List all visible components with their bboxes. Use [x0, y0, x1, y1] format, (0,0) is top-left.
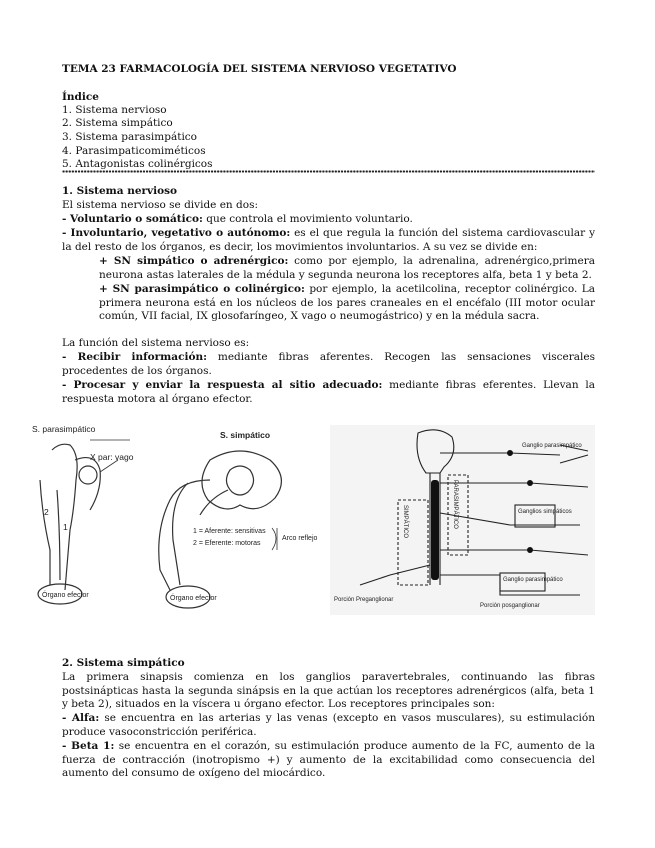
alfa-text: se encuentra en las arterias y las venas (excepto en vasos musculares), su estimulación produce vasoconstricción periférica. [62, 712, 595, 738]
section2-heading: 2. Sistema simpático [62, 657, 185, 669]
simpatico-term: + SN simpático o adrenérgico: [99, 255, 289, 267]
parasimpatico-text: por ejemplo, la acetilcolina, receptor colinérgico. La primera neurona está en los núcleos de los pares craneales en el encéfalo (III motor ocular común, VII facial, IX glosofaríngeo, X vago o neumogástrico) y en la médula sacra. [99, 283, 595, 323]
index-item: 2. Sistema simpático [62, 117, 173, 129]
index-item: 3. Sistema parasimpático [62, 131, 198, 143]
page-title: TEMA 23 FARMACOLOGÍA DEL SISTEMA NERVIOSO VEGETATIVO [62, 63, 457, 75]
simpatico-text: como por ejemplo, la adrenalina, adrenérgico,primera neurona astas laterales de la médula y segunda neurona los receptores alfa, beta 1 y beta 2. [99, 255, 595, 281]
involuntario-term: - Involuntario, vegetativo o autónomo: [62, 227, 291, 239]
parasimpatico-paragraph [62, 283, 595, 324]
label-simpatico-vertical: SIMPÁTICO [402, 505, 408, 539]
arc-number: 1 [63, 522, 68, 532]
parasimpatico-term: + SN parasimpático o colinérgico: [99, 283, 305, 295]
involuntario-paragraph [62, 227, 595, 254]
organo-efector-2: Órgano efector [170, 595, 217, 602]
section1-intro: El sistema nervioso se divide en dos: [62, 199, 259, 211]
legend-arco: Arco reflejo [282, 535, 318, 542]
voluntario-term: - Voluntario o somático: [62, 213, 203, 225]
arc-number: 2 [44, 507, 49, 517]
beta1-text: se encuentra en el corazón, su estimulación produce aumento de la FC, aumento de la fuerza de contracción (inotropismo +) y aumento de la excitabilidad como consecuencia del aumento del consumo de oxígeno del miocárdico. [62, 740, 596, 780]
procesar-text: mediante fibras eferentes. Llevan la respuesta motora al órgano efector. [62, 379, 595, 405]
dotted-separator [62, 170, 595, 176]
label-parasimpatico-vertical: PARASIMPÁTICO [452, 480, 458, 529]
procesar-paragraph [62, 379, 595, 406]
procesar-term: - Procesar y enviar la respuesta al sitio adecuado: [62, 379, 383, 391]
label-parasimpatico: S. parasimpático [32, 424, 96, 434]
label-ganglios-simpaticos: Ganglios simpáticos [518, 509, 572, 515]
voluntario-text: que controla el movimiento voluntario. [202, 213, 413, 225]
label-porcion-preganglionar: Porción Preganglionar [334, 597, 394, 603]
beta1-paragraph [62, 740, 595, 781]
label-ganglio-parasimpatico-2: Ganglio parasimpático [503, 577, 563, 583]
reflex-arc-diagram [30, 420, 320, 615]
section1-heading: 1. Sistema nervioso [62, 185, 178, 197]
legend-eferente: 2 = Eferente: motoras [193, 540, 261, 547]
simpatico-paragraph [62, 255, 595, 282]
recibir-text: mediante fibras aferentes. Recogen las sensaciones viscerales procedentes de los órganos. [62, 351, 595, 377]
legend-aferente: 1 = Aferente: sensitivas [193, 528, 266, 535]
section2-paragraph: La primera sinapsis comienza en los ganglios paravertebrales, continuando las fibras postsinápticas hasta la segunda sinápsis en la que actúan los receptores adrenérgicos (alfa, beta 1 y beta 2), situados en la víscera u órgano efector. Los receptores principales son: [62, 671, 595, 711]
label-vago: X par: vago [90, 452, 134, 462]
beta1-term: - Beta 1: [62, 740, 115, 752]
label-ganglio-parasimpatico: Ganglio parasimpático [522, 443, 582, 449]
index-item: 1. Sistema nervioso [62, 104, 167, 116]
recibir-term: - Recibir información: [62, 351, 207, 363]
index-item: 5. Antagonistas colinérgicos [62, 158, 213, 170]
alfa-term: - Alfa: [62, 712, 100, 724]
alfa-paragraph [62, 712, 595, 739]
voluntario-paragraph [62, 213, 595, 227]
label-simpatico: S. simpático [220, 430, 271, 440]
index-heading: Índice [62, 91, 99, 103]
index-item: 4. Parasimpaticomiméticos [62, 145, 206, 157]
funcion-intro: La función del sistema nervioso es: [62, 337, 250, 349]
recibir-paragraph [62, 351, 595, 378]
label-porcion-posganglionar: Porción posganglionar [480, 603, 540, 609]
autonomic-pathways-diagram [330, 425, 595, 615]
organo-efector-1: Órgano efector [42, 592, 89, 599]
involuntario-text: es el que regula la función del sistema cardiovascular y la del resto de los órganos, es decir, los movimientos involuntarios. A su vez se divide en: [62, 227, 595, 253]
